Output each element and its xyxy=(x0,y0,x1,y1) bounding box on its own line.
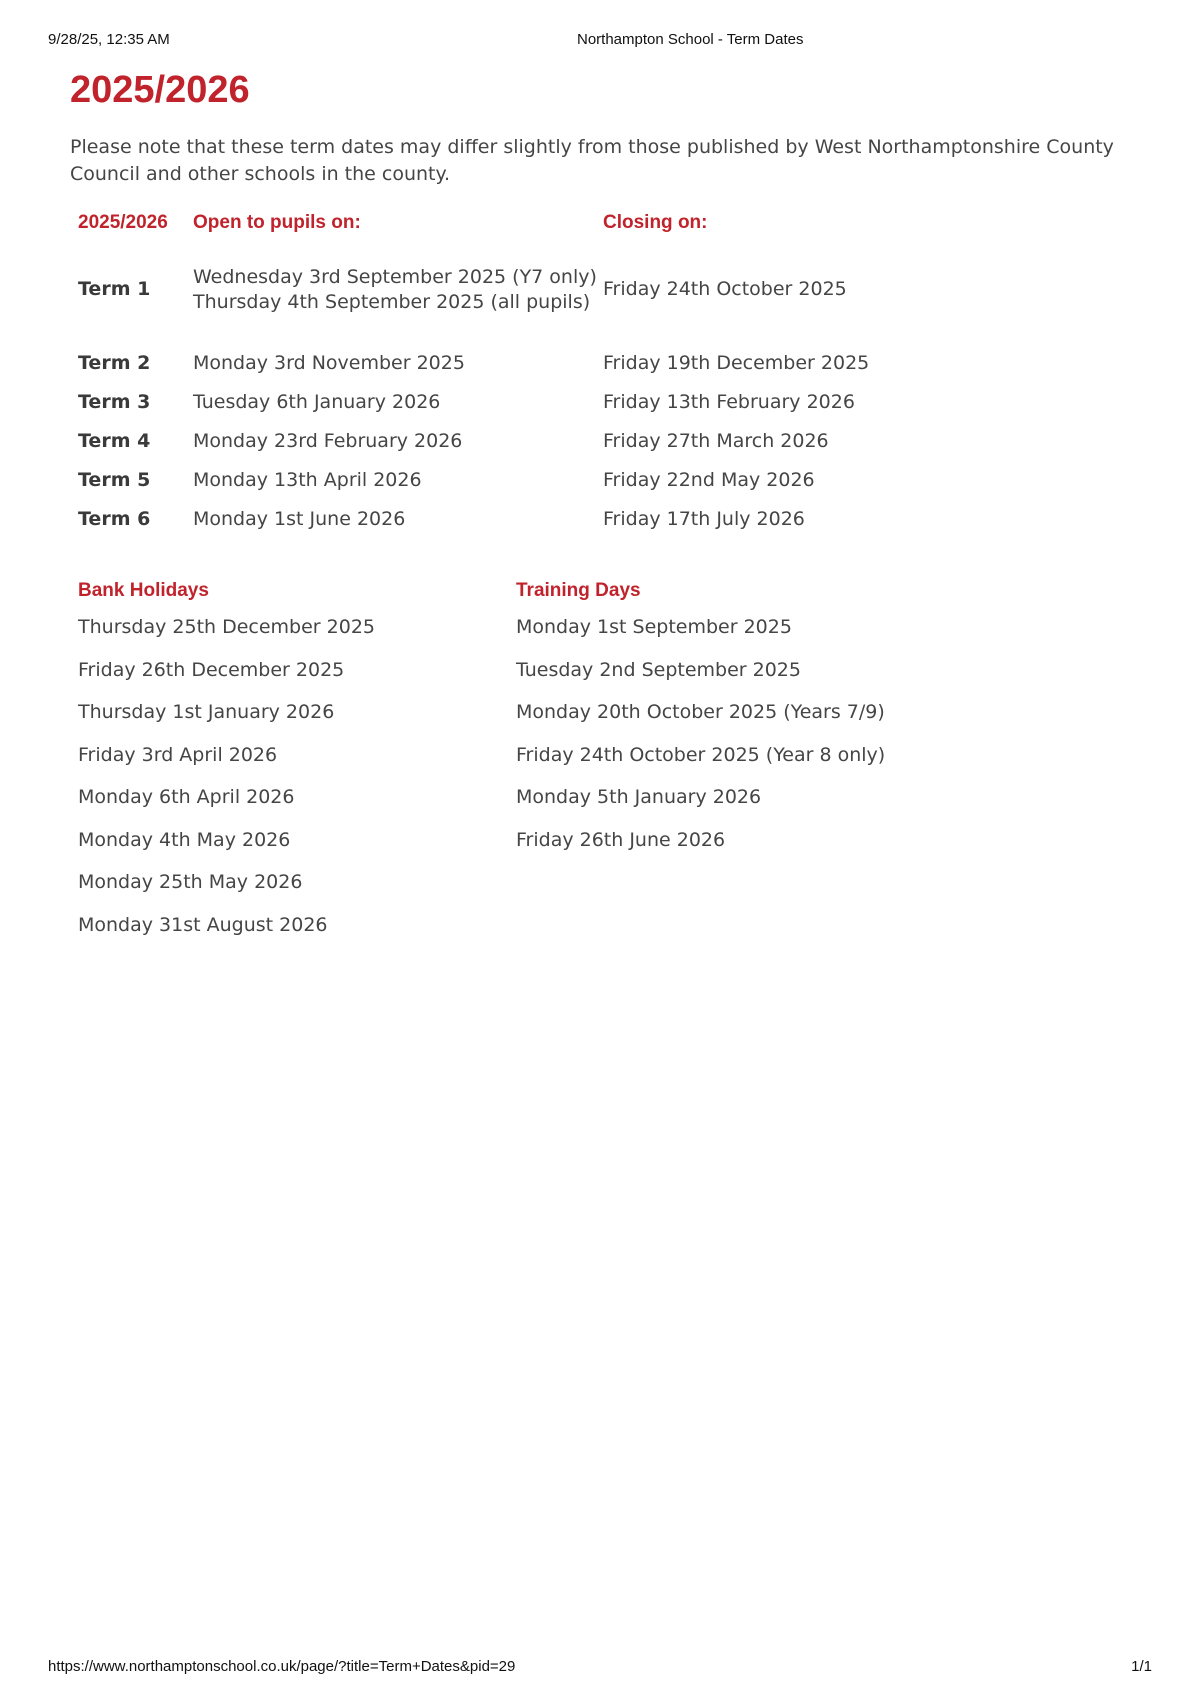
list-item: Monday 1st September 2025 xyxy=(516,616,792,638)
term-label: Term 4 xyxy=(78,430,151,452)
term-closing-date: Friday 22nd May 2026 xyxy=(603,469,815,491)
list-item: Friday 24th October 2025 (Year 8 only) xyxy=(516,743,886,766)
list-item: Monday 20th October 2025 (Years 7/9) xyxy=(516,701,885,723)
term-label: Term 6 xyxy=(78,508,151,530)
list-item: Thursday 25th December 2025 xyxy=(78,616,376,638)
term-closing-date: Friday 17th July 2026 xyxy=(603,508,805,530)
term-open-date: Monday 23rd February 2026 xyxy=(193,430,463,452)
page-heading: 2025/2026 xyxy=(70,69,250,111)
print-page-title: Northampton School - Term Dates xyxy=(577,31,804,48)
list-item: Monday 25th May 2026 xyxy=(78,871,303,893)
term-row xyxy=(78,508,1078,538)
term-row xyxy=(78,255,1078,335)
training-days-heading: Training Days xyxy=(516,580,641,601)
term-closing-date: Friday 27th March 2026 xyxy=(603,430,829,452)
term-row xyxy=(78,430,1078,460)
open-column-header: Open to pupils on: xyxy=(193,212,361,233)
list-item: Thursday 1st January 2026 xyxy=(78,701,335,723)
term-table-header-row xyxy=(78,212,1078,252)
list-item: Monday 31st August 2026 xyxy=(78,913,328,936)
term-row xyxy=(78,352,1078,382)
list-item: Monday 4th May 2026 xyxy=(78,828,291,851)
term-closing-date: Friday 19th December 2025 xyxy=(603,352,870,374)
bank-holidays-list xyxy=(78,606,375,946)
bank-holidays-section xyxy=(78,576,375,946)
term-dates-table xyxy=(78,212,1078,530)
term-row xyxy=(78,469,1078,499)
page-number: 1/1 xyxy=(1131,1658,1152,1675)
term-open-date: Tuesday 6th January 2026 xyxy=(193,391,441,413)
term-closing-date: Friday 13th February 2026 xyxy=(603,391,855,413)
list-item: Friday 26th December 2025 xyxy=(78,658,345,681)
print-footer xyxy=(48,1658,1152,1678)
list-item: Friday 3rd April 2026 xyxy=(78,743,278,766)
training-days-section xyxy=(516,576,885,861)
term-label: Term 2 xyxy=(78,352,151,374)
list-item: Monday 6th April 2026 xyxy=(78,786,295,808)
term-open-date: Monday 1st June 2026 xyxy=(193,508,406,530)
main-content xyxy=(70,66,1130,936)
training-days-list xyxy=(516,606,885,861)
term-open-date: Thursday 4th September 2025 (all pupils) xyxy=(193,291,591,313)
term-open-date: Monday 13th April 2026 xyxy=(193,469,422,491)
page-url: https://www.northamptonschool.co.uk/page/?title=Term+Dates&pid=29 xyxy=(48,1658,516,1675)
term-label: Term 5 xyxy=(78,469,151,491)
list-item: Friday 26th June 2026 xyxy=(516,828,726,851)
term-closing-date: Friday 24th October 2025 xyxy=(603,278,847,300)
intro-paragraph: Please note that these term dates may differ slightly from those published by West Northamptonshire County Council and other schools in the county. xyxy=(70,136,1114,185)
closing-column-header: Closing on: xyxy=(603,212,708,233)
term-row xyxy=(78,391,1078,421)
term-label: Term 3 xyxy=(78,391,151,413)
print-datetime: 9/28/25, 12:35 AM xyxy=(48,31,170,48)
list-item: Tuesday 2nd September 2025 xyxy=(516,658,801,681)
term-open-date: Wednesday 3rd September 2025 (Y7 only) xyxy=(193,266,597,288)
list-item: Monday 5th January 2026 xyxy=(516,786,762,808)
bank-holidays-heading: Bank Holidays xyxy=(78,580,209,601)
print-header xyxy=(48,31,1152,51)
term-open-date: Monday 3rd November 2025 xyxy=(193,352,465,374)
year-column-header: 2025/2026 xyxy=(78,212,168,233)
term-label: Term 1 xyxy=(78,278,151,300)
term-open-dates xyxy=(193,265,597,315)
